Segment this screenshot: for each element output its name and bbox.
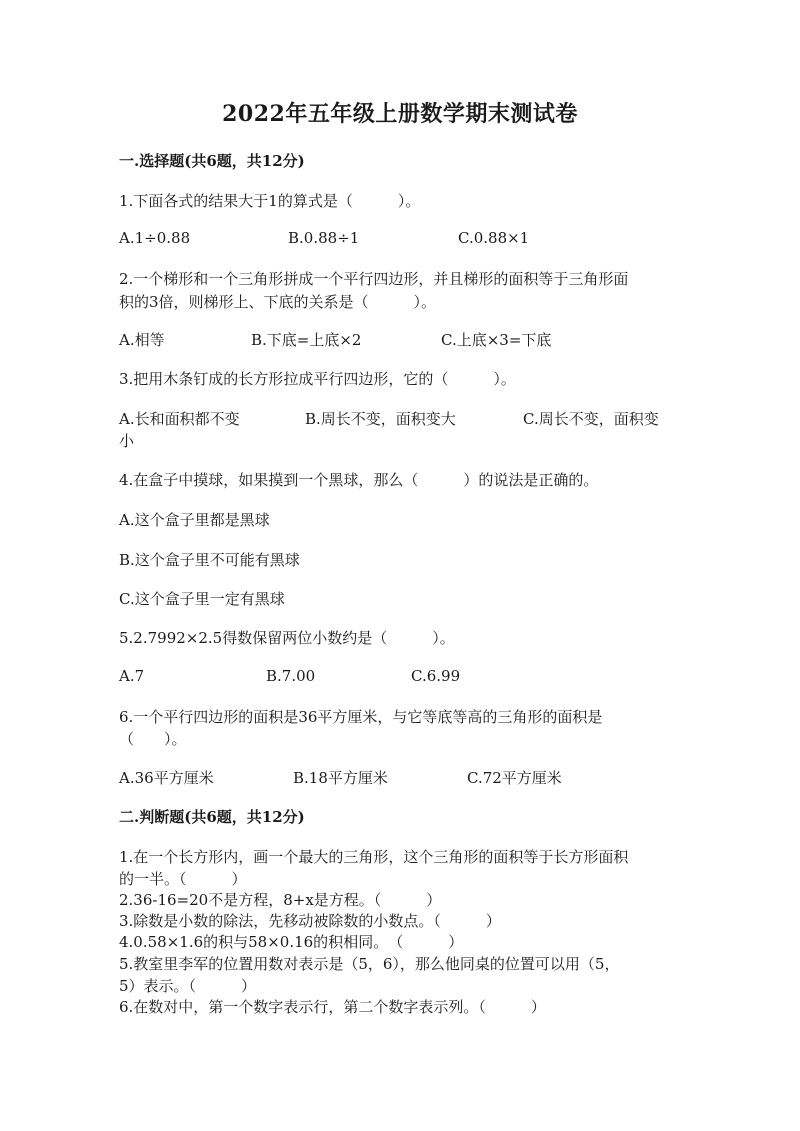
q2-option-b: B.下底=上底×2 <box>251 331 362 349</box>
q5-option-a: A.7 <box>119 667 145 685</box>
question-3: 3.把用木条钉成的长方形拉成平行四边形，它的（ ）。 <box>119 370 516 388</box>
q1-option-c: C.0.88×1 <box>458 229 530 247</box>
q4-option-c: C.这个盒子里一定有黑球 <box>119 590 285 608</box>
q6-option-b: B.18平方厘米 <box>293 769 388 787</box>
question-2-line-1: 2.一个梯形和一个三角形拼成一个平行四边形，并且梯形的面积等于三角形面 <box>119 270 629 288</box>
q1-option-b: B.0.88÷1 <box>288 229 360 247</box>
q4-option-a: A.这个盒子里都是黑球 <box>119 511 270 529</box>
judgement-6: 6.在数对中，第一个数字表示行，第二个数字表示列。（ ） <box>119 998 546 1016</box>
q5-option-c: C.6.99 <box>411 667 461 685</box>
question-6-line-1: 6.一个平行四边形的面积是36平方厘米，与它等底等高的三角形的面积是 <box>119 708 603 726</box>
question-1: 1.下面各式的结果大于1的算式是（ ）。 <box>119 192 421 210</box>
judgement-2: 2.36-16=20不是方程，8+x是方程。（ ） <box>119 891 442 909</box>
judgement-5-line-1: 5.教室里李军的位置用数对表示是（5，6），那么他同桌的位置可以用（5， <box>119 955 620 973</box>
judgement-4: 4.0.58×1.6的积与58×0.16的积相同。 （ ） <box>119 933 464 951</box>
judgement-3: 3.除数是小数的除法，先移动被除数的小数点。（ ） <box>119 912 501 930</box>
q3-option-a: A.长和面积都不变 <box>119 410 240 428</box>
question-5: 5.2.7992×2.5得数保留两位小数约是（ ）。 <box>119 629 455 647</box>
q3-option-b: B.周长不变，面积变大 <box>305 410 456 428</box>
judgement-1-line-2: 的一半。（ ） <box>119 870 247 888</box>
q5-option-b: B.7.00 <box>266 667 316 685</box>
section-heading-choice: 一.选择题(共6题，共12分) <box>119 152 305 170</box>
q2-option-c: C.上底×3=下底 <box>441 331 552 349</box>
section-heading-judgement: 二.判断题(共6题，共12分) <box>119 808 305 826</box>
q3-option-c: C.周长不变，面积变 <box>523 410 659 428</box>
q6-option-a: A.36平方厘米 <box>119 769 214 787</box>
q1-option-a: A.1÷0.88 <box>119 229 191 247</box>
q4-option-b: B.这个盒子里不可能有黑球 <box>119 551 300 569</box>
page-title: 2022年五年级上册数学期末测试卷 <box>222 101 578 127</box>
judgement-1-line-1: 1.在一个长方形内，画一个最大的三角形，这个三角形的面积等于长方形面积 <box>119 848 629 866</box>
question-4: 4.在盒子中摸球，如果摸到一个黑球，那么（ ）的说法是正确的。 <box>119 471 599 489</box>
q6-option-c: C.72平方厘米 <box>467 769 562 787</box>
question-2-line-2: 积的3倍，则梯形上、下底的关系是（ ）。 <box>119 293 437 311</box>
q2-option-a: A.相等 <box>119 331 165 349</box>
judgement-5-line-2: 5）表示。（ ） <box>119 977 257 995</box>
question-6-line-2: （ ）。 <box>119 730 187 748</box>
q3-option-c-wrap: 小 <box>119 432 135 450</box>
